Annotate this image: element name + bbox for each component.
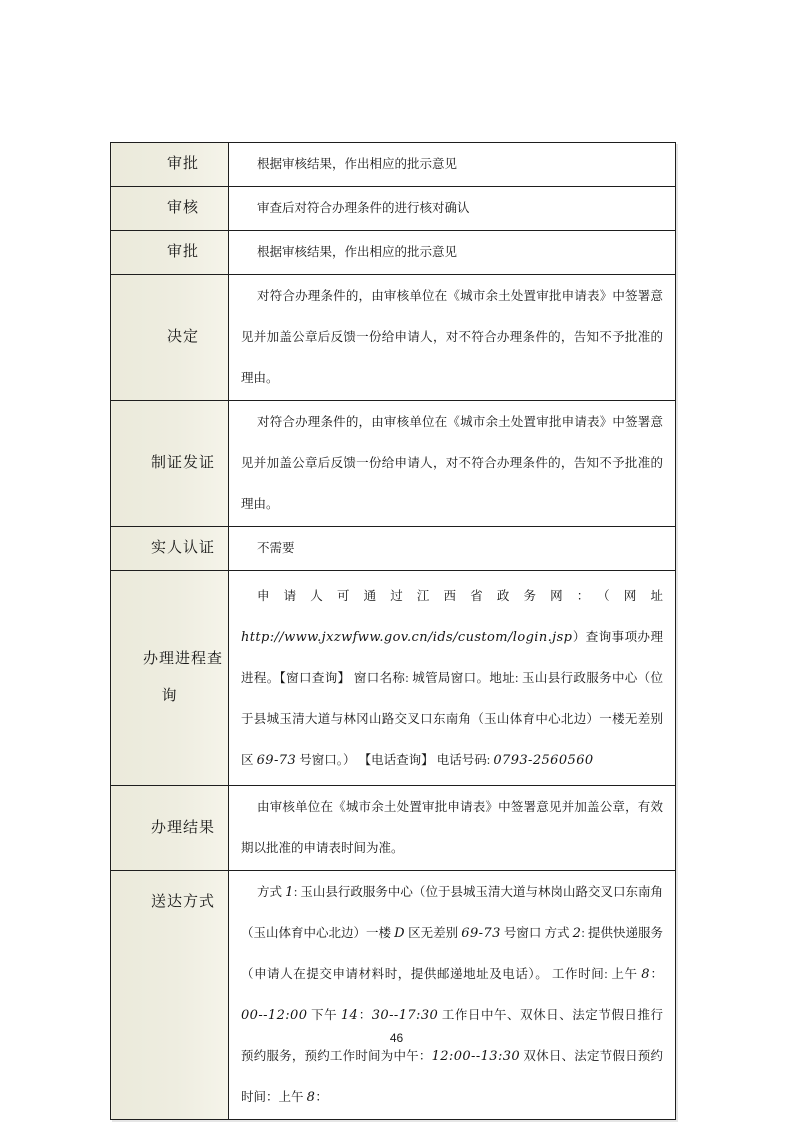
page-number: 46	[389, 1031, 404, 1045]
latin-script-text: 30--17:30	[371, 1008, 439, 1023]
row-label: 办理进程查询	[142, 651, 223, 704]
latin-script-text: 69-73	[256, 752, 297, 768]
row-content	[229, 575, 675, 782]
content-paragraph	[241, 576, 663, 781]
row-label-cell	[111, 401, 229, 527]
content-paragraph	[241, 276, 663, 399]
table-row	[111, 231, 676, 275]
latin-script-text: 69-73	[461, 926, 501, 941]
latin-script-text: D	[394, 926, 405, 941]
row-label-cell	[111, 527, 229, 571]
row-label-cell	[111, 871, 229, 1120]
cjk-text: 不需要	[257, 541, 295, 555]
cjk-text: 下午	[307, 1008, 341, 1022]
row-label-cell	[111, 786, 229, 871]
table-row	[111, 871, 676, 1120]
row-content-cell	[229, 187, 676, 231]
content-paragraph	[241, 188, 663, 229]
row-label-cell	[111, 275, 229, 401]
cjk-text: 区无差别	[405, 926, 462, 940]
row-label: 办理结果	[150, 819, 215, 836]
row-label: 制证发证	[150, 455, 215, 471]
row-label: 送达方式	[150, 894, 215, 910]
latin-script-text: 8	[641, 967, 650, 982]
cjk-text: 根据审核结果，作出相应的批示意见	[257, 157, 458, 171]
row-label-cell	[111, 143, 229, 187]
table-row	[111, 527, 676, 571]
cjk-text: ）查询事项办理进程。【窗口查询】 窗口名称: 城管局窗口。地址: 玉山县行政服务中心（位于县城玉清大道与林冈山路交叉口东南角（玉山体育中心北边）一楼无差别区	[241, 629, 663, 767]
row-content-cell	[229, 275, 676, 401]
latin-script-text: 12:00--13:30	[431, 1049, 521, 1064]
row-content	[229, 275, 675, 400]
cjk-text: ：	[649, 967, 663, 981]
table-row	[111, 275, 676, 401]
table-row	[111, 143, 676, 187]
latin-script-text: 00--12:00	[241, 1008, 308, 1023]
cjk-text: : 提供快递服务（申请人在提交申请材料时，提供邮递地址及电话）。 工作时间: 上午	[241, 926, 663, 981]
cjk-text: 双休日、法定节假日预约时间：上午	[241, 1049, 663, 1104]
row-label-cell	[111, 571, 229, 786]
row-content	[229, 187, 675, 230]
row-content	[229, 401, 675, 526]
row-content	[229, 527, 675, 570]
latin-script-text: 8	[306, 1090, 316, 1105]
cjk-text: 方式	[257, 885, 286, 899]
cjk-text: 号窗口。） 【电话查询】 电话号码:	[296, 752, 494, 767]
row-label: 审批	[166, 156, 199, 172]
row-content-cell	[229, 527, 676, 571]
latin-script-text: 14	[340, 1008, 359, 1023]
row-label: 审核	[166, 200, 199, 216]
row-label: 实人认证	[150, 540, 215, 556]
content-paragraph	[241, 787, 663, 869]
row-label: 决定	[166, 329, 199, 345]
cjk-text: 根据审核结果，作出相应的批示意见	[257, 245, 458, 259]
row-content-cell	[229, 401, 676, 527]
row-content-cell	[229, 571, 676, 786]
cjk-text: 申请人可通过江西省政务网：（网址	[257, 588, 663, 603]
row-content	[229, 871, 675, 1119]
content-paragraph	[241, 872, 663, 1118]
row-content-cell	[229, 231, 676, 275]
cjk-text: 号窗口 方式	[500, 926, 573, 940]
row-label: 审批	[166, 244, 199, 260]
row-content	[229, 143, 675, 186]
cjk-text: ：	[315, 1090, 328, 1104]
row-content	[229, 786, 675, 870]
content-paragraph	[241, 528, 663, 569]
table-row	[111, 187, 676, 231]
service-info-table	[110, 142, 676, 1120]
cjk-text: 工作日中午、双休日、法定节假日推行预约服务，预约工作时间为中午：	[241, 1008, 663, 1063]
content-paragraph	[241, 232, 663, 273]
table-row	[111, 571, 676, 786]
table-row	[111, 401, 676, 527]
cjk-text: 对符合办理条件的，由审核单位在《城市余土处置审批申请表》中签署意见并加盖公章后反馈一份给申请人，对不符合办理条件的，告知不予批准的理由。	[241, 415, 663, 511]
row-content-cell	[229, 786, 676, 871]
row-label-cell	[111, 187, 229, 231]
cjk-text: 由审核单位在《城市余土处置审批申请表》中签署意见并加盖公章，有效期以批准的申请表时间为准。	[241, 800, 663, 855]
cjk-text: ：	[358, 1008, 372, 1022]
content-paragraph	[241, 402, 663, 525]
cjk-text: 对符合办理条件的，由审核单位在《城市余土处置审批申请表》中签署意见并加盖公章后反馈一份给申请人，对不符合办理条件的，告知不予批准的理由。	[241, 289, 663, 385]
latin-script-text: 1	[285, 885, 294, 900]
content-paragraph	[241, 144, 663, 185]
table-row	[111, 786, 676, 871]
cjk-text: : 玉山县行政服务中心（位于县城玉清大道与林岗山路交叉口东南角（玉山体育中心北边）一楼	[241, 885, 663, 940]
row-content	[229, 231, 675, 274]
row-label-cell	[111, 231, 229, 275]
latin-script-text: 0793-2560560	[493, 752, 594, 768]
row-content-cell	[229, 143, 676, 187]
latin-script-text: 2	[572, 926, 582, 941]
cjk-text: 审查后对符合办理条件的进行核对确认	[257, 201, 470, 215]
row-content-cell	[229, 871, 676, 1120]
latin-script-text: http://www.jxzwfww.gov.cn/ids/custom/login.jsp	[241, 629, 573, 645]
